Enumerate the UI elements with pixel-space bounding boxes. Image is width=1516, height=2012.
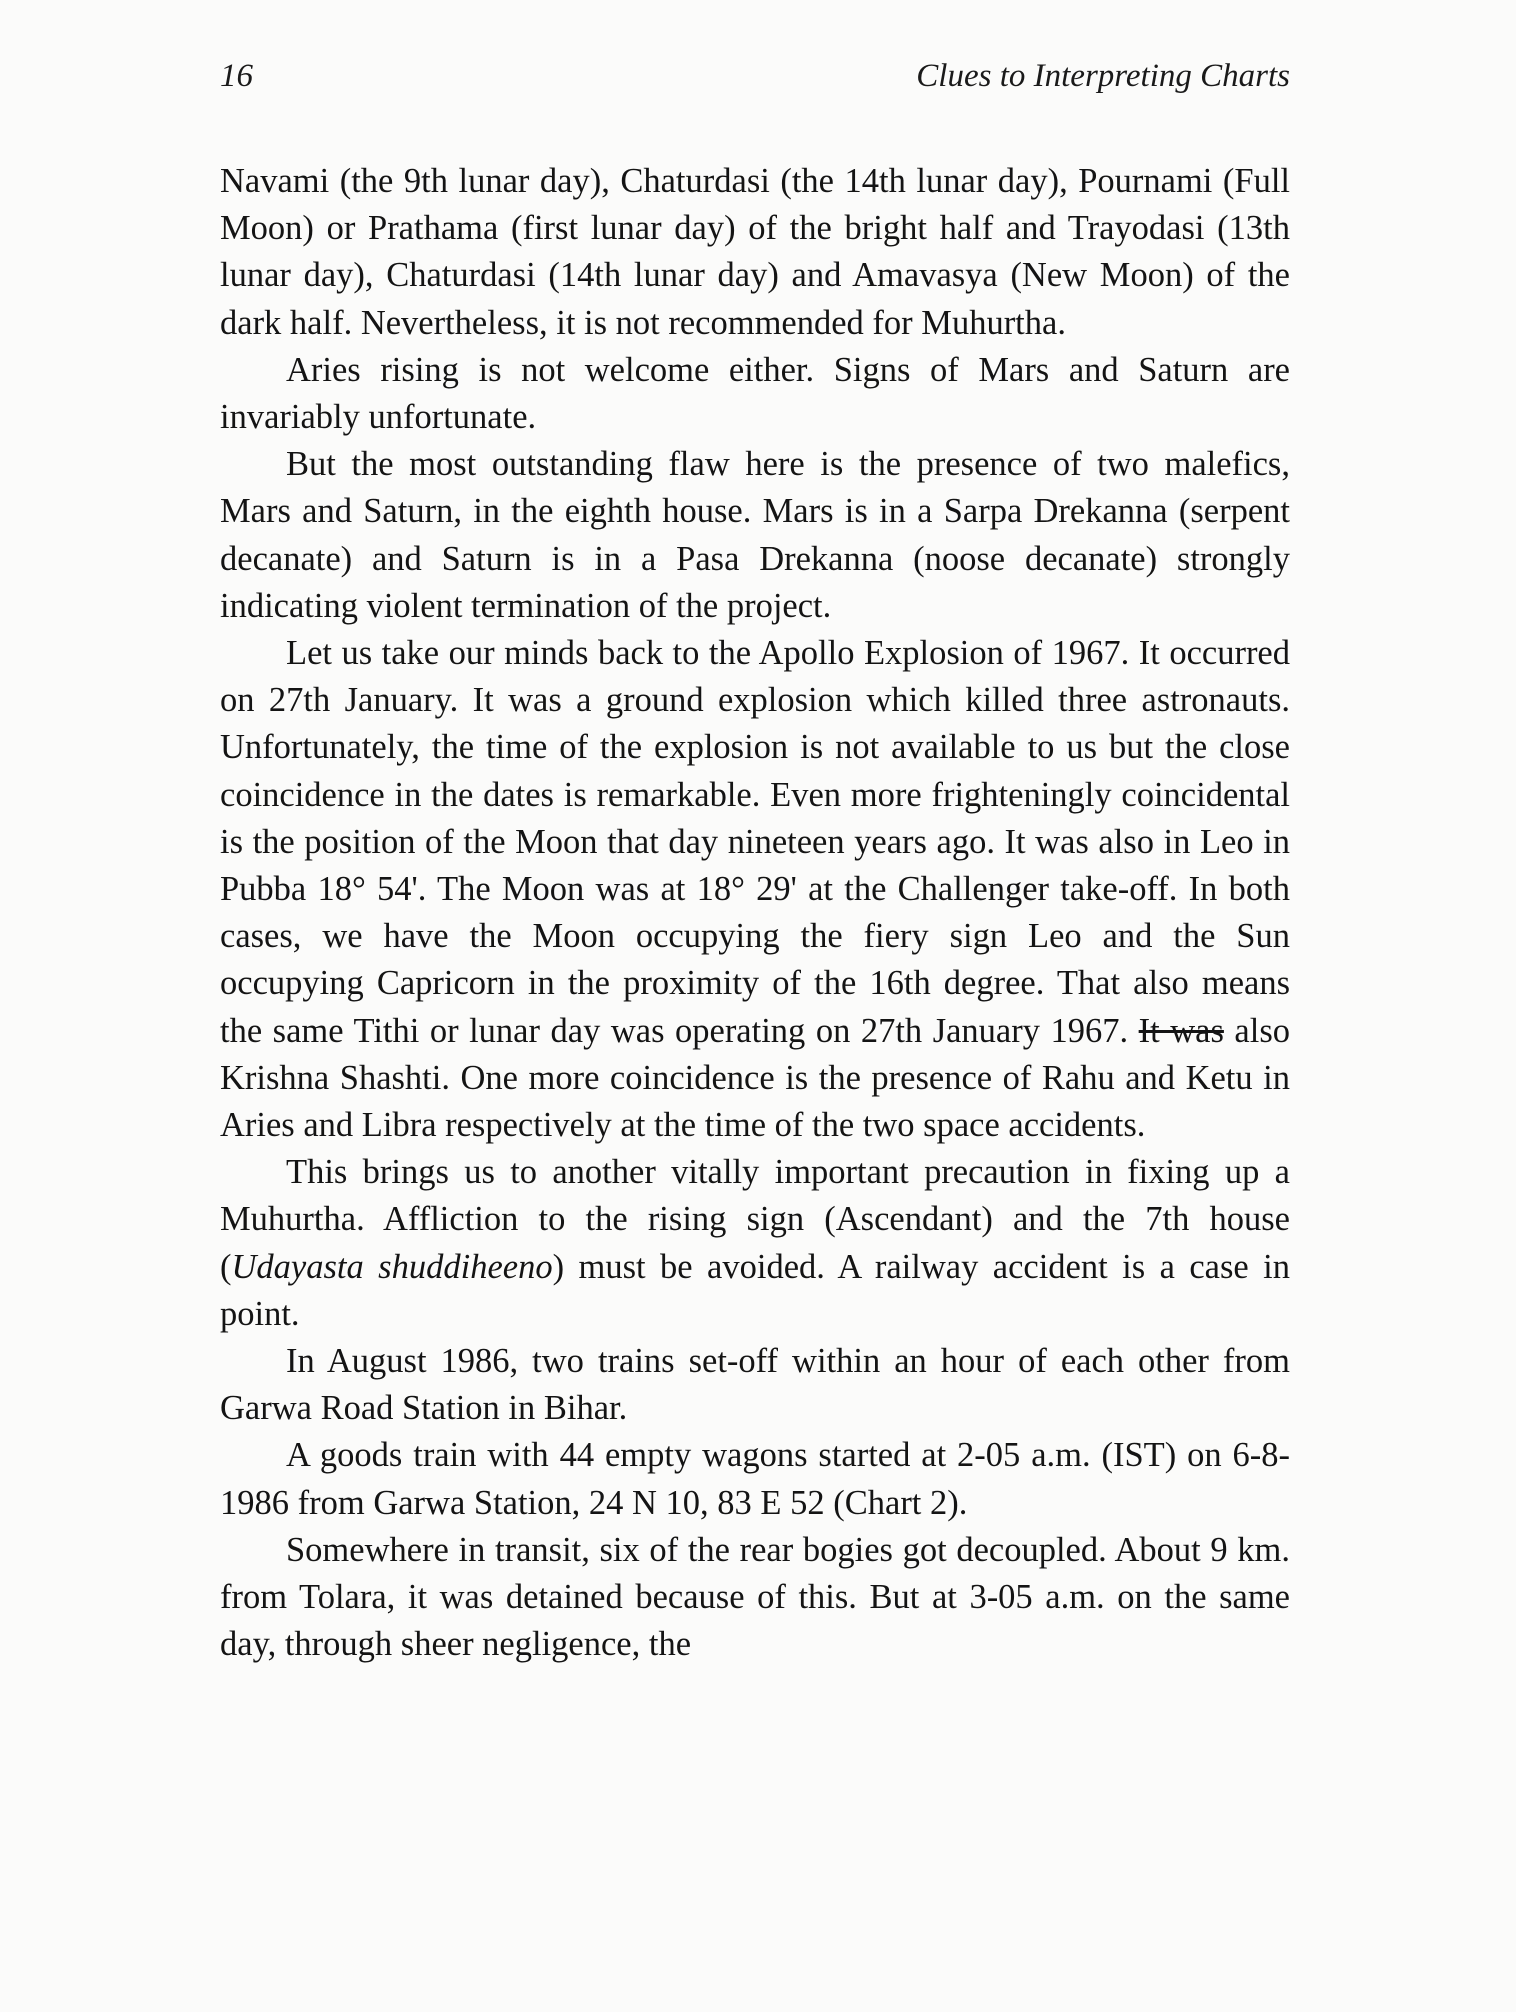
- paragraph-text: This brings us to another vitally important precaution in fixing up a Muhurtha. Affliction to the rising sign (Ascendant) and the 7th house (: [220, 1153, 1290, 1286]
- paragraph: [220, 630, 1290, 1149]
- italic-term: Udayasta shuddiheeno: [231, 1247, 553, 1286]
- paragraph-text: also Krishna Shashti. One more coincidence is the presence of Rahu and Ketu in Aries and Libra respectively at the time of the two space accidents.: [220, 1011, 1291, 1145]
- paragraph: In August 1986, two trains set-off within an hour of each other from Garwa Road Station in Bihar.: [220, 1342, 1290, 1428]
- paragraph: Aries rising is not welcome either. Signs of Mars and Saturn are invariably unfortunate.: [220, 350, 1290, 437]
- struck-text: It was: [1138, 1011, 1224, 1050]
- page-header: [220, 58, 1290, 108]
- body-text: [220, 158, 1290, 1669]
- running-title: Clues to Interpreting Charts: [916, 58, 1290, 94]
- paragraph: But the most outstanding flaw here is the presence of two malefics, Mars and Saturn, in the eighth house. Mars is in a Sarpa Drekanna (serpent decanate) and Saturn is in a Pasa Drekanna (noose decanate) strongly indicating violent termination of the project.: [220, 445, 1290, 625]
- paragraph: Somewhere in transit, six of the rear bogies got decoupled. About 9 km. from Tolara, it was detained because of this. But at 3-05 a.m. on the same day, through sheer negligence, the: [220, 1530, 1290, 1664]
- paragraph-text: ) must be avoided. A railway accident is a case in point.: [220, 1247, 1290, 1333]
- paragraph: Navami (the 9th lunar day), Chaturdasi (the 14th lunar day), Pournami (Full Moon) or Prathama (first lunar day) of the bright half and Trayodasi (13th lunar day), Chaturdasi (14th lunar day) and Amavasya (New Moon) of the dark half. Nevertheless, it is not recommended for Muhurtha.: [220, 162, 1290, 342]
- paragraph: [220, 1149, 1290, 1338]
- page-number: 16: [220, 58, 253, 94]
- paragraph-text: Let us take our minds back to the Apollo Explosion of 1967. It occurred on 27th January. It was a ground explosion which killed three astronauts. Unfortunately, the time of the explosion is not available to us but the close coincidence in the dates is remarkable. Even more frighteningly coincidental is the position of the Moon that day nineteen years ago. It was also in Leo in Pubba 18° 54'. The Moon was at 18° 29' at the Challenger take-off. In both cases, we have the Moon occupying the fiery sign Leo and the Sun occupying Capricorn in the proximity of the 16th degree. That also means the same Tithi or lunar day was operating on 27th January 1967.: [220, 634, 1290, 1050]
- paragraph: A goods train with 44 empty wagons started at 2-05 a.m. (IST) on 6-8-1986 from Garwa Station, 24 N 10, 83 E 52 (Chart 2).: [220, 1436, 1290, 1522]
